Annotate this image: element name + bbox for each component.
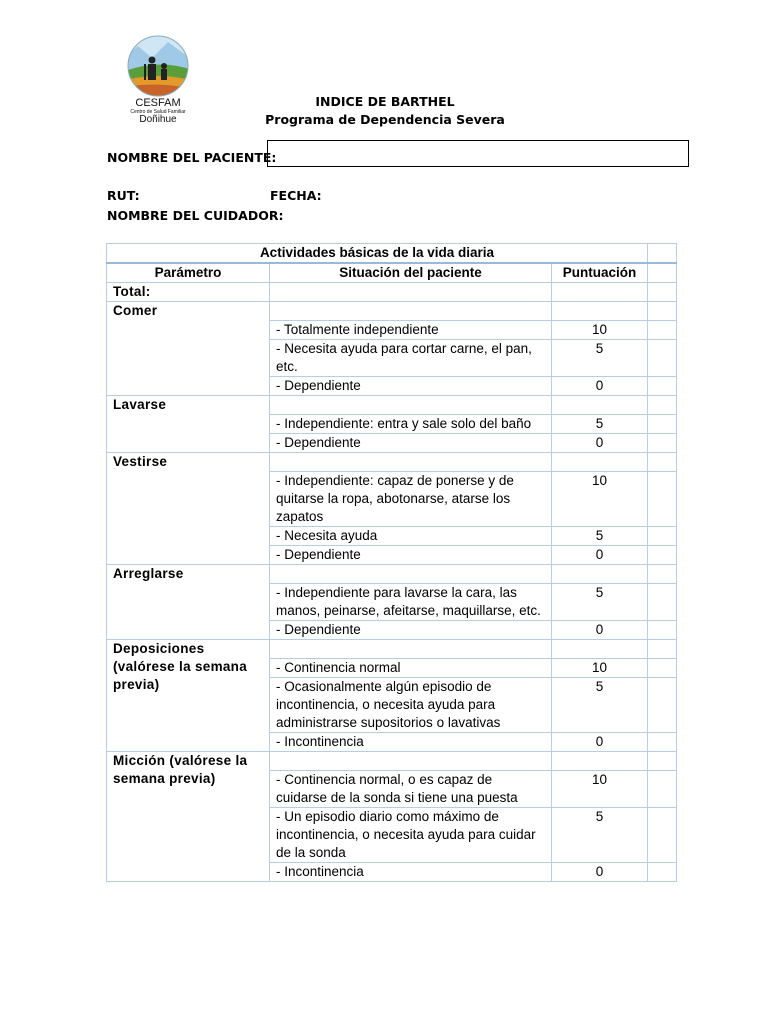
situation-text: - Necesita ayuda [270,527,552,546]
parameter-name: Lavarse [107,396,270,453]
score-value: 5 [552,527,648,546]
parameter-name: Deposiciones (valórese la semana previa) [107,640,270,752]
score-value: 5 [552,584,648,621]
score-value: 0 [552,621,648,640]
situation-text: - Independiente: capaz de ponerse y de quitarse la ropa, abotonarse, atarse los zapatos [270,472,552,527]
barthel-table [106,243,677,882]
situation-text: - Dependiente [270,546,552,565]
situation-text: - Ocasionalmente algún episodio de incontinencia, o necesita ayuda para administrarse supositorios o lavativas [270,678,552,733]
situation-text: - Dependiente [270,621,552,640]
score-value: 0 [552,733,648,752]
situation-text: - Incontinencia [270,863,552,882]
score-value: 0 [552,377,648,396]
date-label: FECHA: [270,188,322,203]
logo-text: CESFAM [135,97,181,109]
situation-text: - Dependiente [270,434,552,453]
patient-name-field[interactable] [267,140,689,167]
col-score-header: Puntuación [552,263,648,283]
score-value: 0 [552,546,648,565]
score-value: 0 [552,863,648,882]
situation-text: - Independiente: entra y sale solo del baño [270,415,552,434]
score-value: 10 [552,472,648,527]
parameter-name: Vestirse [107,453,270,565]
col-param-header: Parámetro [107,263,270,283]
score-value: 10 [552,771,648,808]
score-value: 5 [552,678,648,733]
parameter-name: Arreglarse [107,565,270,640]
cesfam-logo [118,34,198,126]
situation-text: - Continencia normal, o es capaz de cuidarse de la sonda si tiene una puesta [270,771,552,808]
col-situation-header: Situación del paciente [270,263,552,283]
score-value: 10 [552,321,648,340]
logo-subtext: Centro de Salud Familiar [130,109,186,115]
situation-text: - Continencia normal [270,659,552,678]
parameter-name: Comer [107,302,270,396]
score-value: 5 [552,415,648,434]
logo-place: Doñihue [139,114,177,125]
score-value: 10 [552,659,648,678]
situation-text: - Dependiente [270,377,552,396]
situation-text: - Un episodio diario como máximo de incontinencia, o necesita ayuda para cuidar de la sonda [270,808,552,863]
page-subtitle: Programa de Dependencia Severa [265,112,505,127]
patient-name-label: NOMBRE DEL PACIENTE: [107,150,277,165]
total-label: Total: [107,283,270,302]
score-value: 5 [552,808,648,863]
situation-text: - Totalmente independiente [270,321,552,340]
situation-text: - Incontinencia [270,733,552,752]
score-value: 5 [552,340,648,377]
score-value: 0 [552,434,648,453]
table-caption: Actividades básicas de la vida diaria [107,244,648,264]
rut-label: RUT: [107,188,140,203]
situation-text: - Independiente para lavarse la cara, las manos, peinarse, afeitarse, maquillarse, etc. [270,584,552,621]
parameter-name: Micción (valórese la semana previa) [107,752,270,882]
situation-text: - Necesita ayuda para cortar carne, el pan, etc. [270,340,552,377]
caregiver-label: NOMBRE DEL CUIDADOR: [107,208,284,223]
page-title: INDICE DE BARTHEL [315,94,455,109]
